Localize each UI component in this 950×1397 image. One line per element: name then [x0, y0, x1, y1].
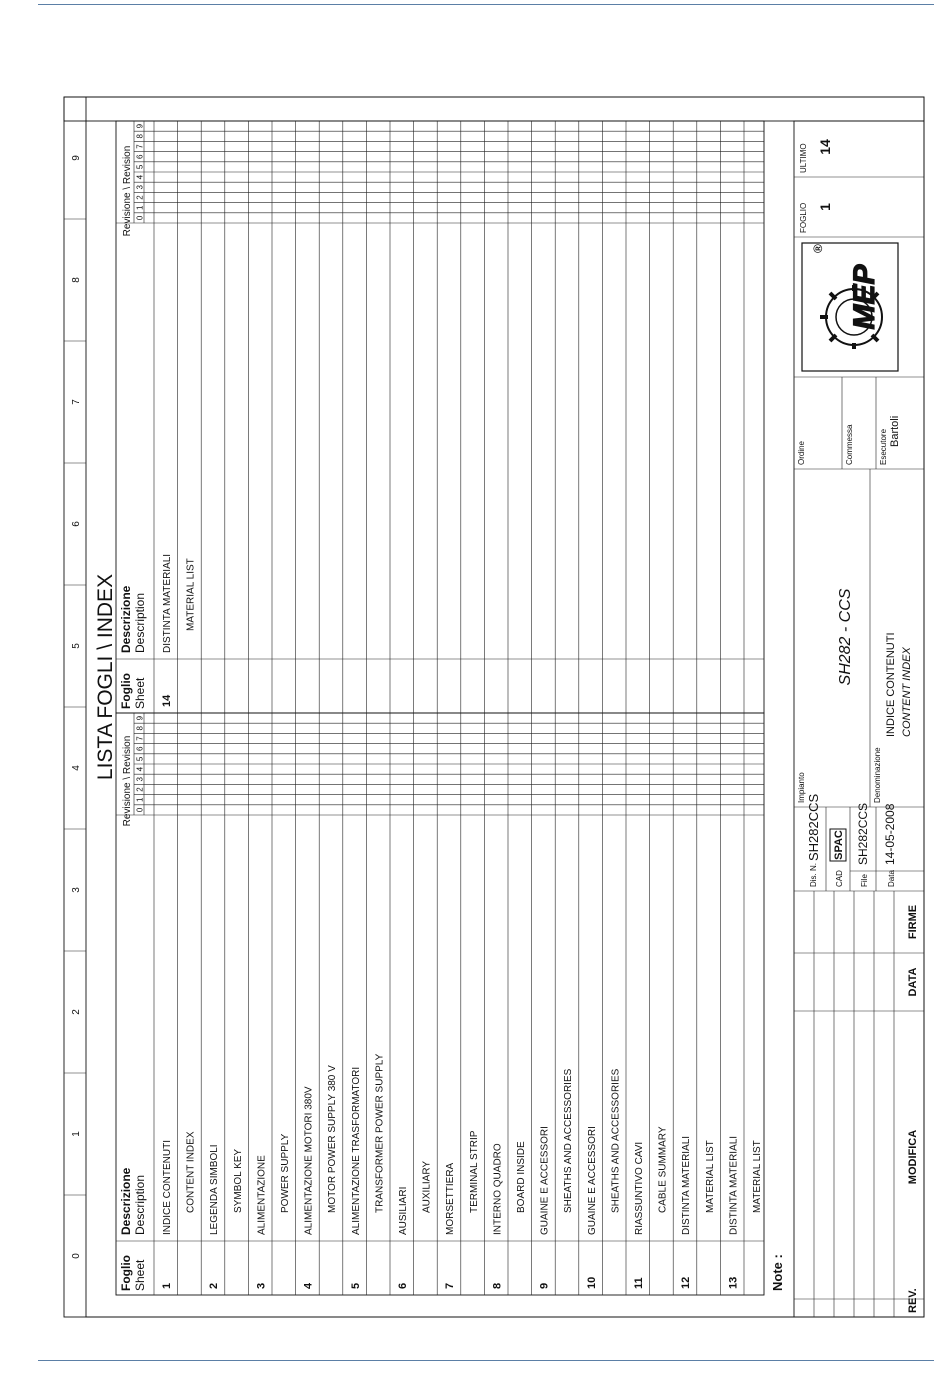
- left-entry-en: TERMINAL STRIP: [468, 1130, 480, 1213]
- left-entry-en: BOARD INSIDE: [516, 1141, 527, 1213]
- zone-number: 1: [71, 1131, 82, 1137]
- left-table-rows: [136, 715, 764, 1289]
- left-revision-digit: 5: [135, 756, 145, 762]
- impianto-label: Impianto: [797, 772, 806, 803]
- zone-number: 0: [71, 1253, 82, 1259]
- left-header-sheet: Sheet: [133, 1259, 147, 1291]
- right-revision-digit: 6: [135, 154, 145, 159]
- ultimo-value: 14: [817, 139, 833, 155]
- zone-number: 9: [71, 155, 82, 161]
- left-entry-en: SYMBOL KEY: [232, 1148, 244, 1213]
- title-block: [794, 121, 924, 1317]
- left-header-foglio: Foglio: [119, 1255, 133, 1291]
- inner-frame: [86, 97, 924, 1317]
- left-entry-sheet: 5: [349, 1282, 362, 1289]
- zone-number: 2: [71, 1009, 82, 1015]
- right-header-foglio: Foglio: [119, 673, 133, 709]
- ultimo-label: ULTIMO: [799, 143, 808, 173]
- left-entry-it: AUSILIARI: [398, 1186, 409, 1235]
- right-table: [116, 121, 764, 713]
- logo-text: MEP: [848, 264, 881, 330]
- data-value: 14-05-2008: [883, 803, 897, 865]
- left-entry-en: CABLE SUMMARY: [657, 1126, 669, 1213]
- left-entry-it: INDICE CONTENUTI: [162, 1140, 173, 1235]
- left-header-description: Description: [133, 1174, 147, 1235]
- right-table-grid: [116, 121, 764, 713]
- left-entry-sheet: 3: [255, 1282, 268, 1289]
- left-entry-en: POWER SUPPLY: [280, 1133, 291, 1213]
- data-info-label: Data: [887, 870, 896, 887]
- right-revision-digit: 5: [135, 164, 145, 170]
- right-revision-digit: 0: [135, 215, 145, 221]
- frame-right-strip: [64, 97, 924, 121]
- mep-logo: [802, 243, 898, 371]
- right-revision-digit: 7: [135, 144, 145, 149]
- left-entry-it: GUAINE E ACCESSORI: [586, 1126, 598, 1235]
- left-entry-it: MORSETTIERA: [445, 1162, 457, 1235]
- revision-history: [794, 891, 924, 1317]
- right-revision-digit: 1: [135, 205, 145, 210]
- left-revision-digit: 2: [135, 787, 145, 792]
- left-revision-digit: 4: [135, 766, 145, 772]
- left-revision-digit: 9: [135, 715, 145, 721]
- foglio-value: 1: [817, 203, 833, 211]
- left-entry-it: ALIMENTAZIONE MOTORI 380V: [303, 1086, 315, 1235]
- esecutore-value: Bartoli: [889, 415, 901, 447]
- left-entry-sheet: 4: [302, 1282, 315, 1289]
- left-entry-sheet: 2: [208, 1282, 221, 1289]
- impianto-value: SH282 - CCS: [837, 588, 854, 686]
- foglio-label: FOGLIO: [799, 202, 808, 233]
- left-entry-en: MATERIAL LIST: [752, 1140, 763, 1213]
- right-header-sheet: Sheet: [133, 677, 147, 709]
- right-revision-digit: 2: [135, 195, 145, 200]
- left-entry-sheet: 9: [538, 1282, 551, 1289]
- left-table: [116, 713, 764, 1295]
- cad-label: CAD: [835, 870, 844, 887]
- left-entry-it: INTERNO QUADRO: [492, 1143, 504, 1235]
- left-revision-digit: 1: [135, 797, 145, 802]
- left-entry-sheet: 8: [491, 1282, 504, 1289]
- data-label: DATA: [907, 967, 919, 997]
- zone-ticks: [64, 219, 86, 1195]
- left-entry-en: SHEATHS AND ACCESSORIES: [563, 1068, 575, 1213]
- left-entry-sheet: 13: [727, 1276, 740, 1289]
- left-entry-it: DISTINTA MATERIALI: [681, 1135, 693, 1235]
- left-entry-sheet: 12: [680, 1276, 693, 1289]
- left-revision-digit: 0: [135, 807, 145, 813]
- zone-number: 6: [71, 521, 82, 527]
- left-revision-digit: 3: [135, 777, 145, 782]
- left-entry-en: MOTOR POWER SUPPLY 380 V: [327, 1065, 339, 1213]
- zone-number: 7: [71, 399, 82, 405]
- right-revision-digit: 4: [135, 174, 145, 180]
- dis-label: Dis. N.: [809, 863, 818, 887]
- sheet-title: LISTA FOGLI \ INDEX: [94, 573, 117, 781]
- modifica-label: MODIFICA: [907, 1129, 919, 1185]
- zone-number: 3: [71, 887, 82, 893]
- file-label: File: [860, 874, 869, 887]
- left-entry-en: SHEATHS AND ACCESSORIES: [610, 1068, 622, 1213]
- rotated-drawing: [64, 97, 924, 1317]
- left-revision-digit: 7: [135, 736, 145, 741]
- sheet-number-grid: [794, 177, 924, 237]
- left-entry-en: CONTENT INDEX: [185, 1131, 197, 1213]
- ordine-label: Ordine: [797, 440, 806, 465]
- firme-label: FIRME: [907, 904, 919, 940]
- left-header-revisione: Revisione \ Revision: [122, 735, 133, 827]
- rev-label: REV.: [907, 1288, 919, 1313]
- left-header-descrizione: Descrizione: [119, 1167, 133, 1235]
- left-entry-sheet: 6: [397, 1282, 409, 1289]
- zone-number: 8: [71, 277, 82, 283]
- note-label: Note :: [770, 1254, 785, 1291]
- left-revision-digit: 8: [135, 726, 145, 731]
- left-entry-it: LEGENDA SIMBOLI: [209, 1144, 221, 1235]
- commessa-label: Commessa: [845, 424, 854, 465]
- dis-value: SH282CCS: [806, 793, 821, 861]
- left-entry-sheet: 7: [444, 1282, 457, 1289]
- left-entry-sheet: 1: [161, 1282, 173, 1289]
- right-table-border: [116, 121, 764, 713]
- right-entry-it: DISTINTA MATERIALI: [162, 553, 173, 653]
- order-grid: [794, 377, 924, 469]
- right-header-description: Description: [133, 592, 147, 653]
- right-header-descrizione: Descrizione: [119, 585, 133, 653]
- left-entry-sheet: 11: [633, 1277, 645, 1289]
- left-entry-it: ALIMENTAZIONE: [256, 1155, 268, 1235]
- right-revision-digit: 8: [135, 134, 145, 139]
- left-entry-sheet: 10: [585, 1276, 598, 1289]
- project-grid: [794, 469, 924, 807]
- zone-number: 4: [71, 765, 82, 771]
- denominazione-label: Denominazione: [873, 747, 882, 803]
- cad-value: SPAC: [833, 830, 845, 860]
- right-header-revisione: Revisione \ Revision: [122, 145, 133, 237]
- right-revision-digit: 3: [135, 185, 145, 190]
- left-entry-it: ALIMENTAZIONE TRASFORMATORI: [350, 1066, 362, 1235]
- denominazione-en: CONTENT INDEX: [901, 647, 913, 737]
- file-value: SH282CCS: [856, 802, 870, 865]
- left-revision-digit: 6: [135, 746, 145, 751]
- left-entry-it: GUAINE E ACCESSORI: [539, 1126, 551, 1235]
- left-entry-en: AUXILIARY: [421, 1160, 433, 1213]
- right-entry-sheet: 14: [161, 694, 173, 707]
- denominazione-it: INDICE CONTENUTI: [885, 632, 897, 737]
- right-revision-digit: 9: [135, 123, 145, 129]
- logo-registered: ®: [811, 244, 825, 253]
- esecutore-label: Esecutore: [879, 428, 888, 465]
- left-entry-it: RIASSUNTIVO CAVI: [634, 1141, 645, 1235]
- left-entry-en: MATERIAL LIST: [704, 1140, 716, 1213]
- left-entry-it: DISTINTA MATERIALI: [728, 1135, 740, 1235]
- left-entry-en: TRANSFORMER POWER SUPPLY: [374, 1053, 386, 1213]
- right-entry-en: MATERIAL LIST: [185, 558, 197, 631]
- zone-number: 5: [71, 643, 82, 649]
